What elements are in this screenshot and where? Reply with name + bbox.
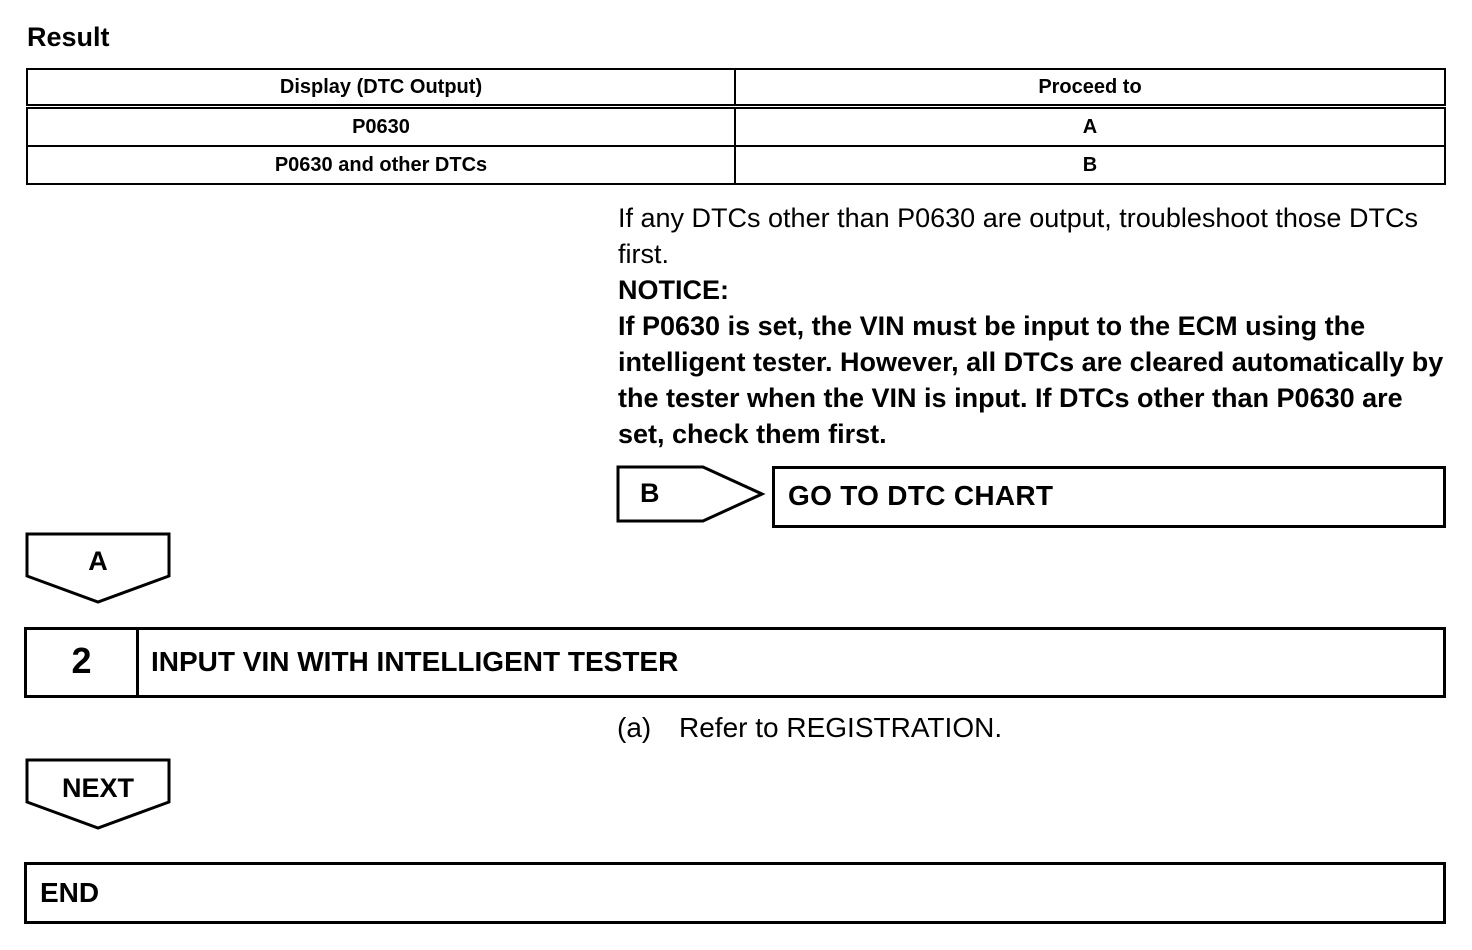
table-cell-proceed: B [735,146,1445,184]
notice-label: NOTICE: [618,275,729,305]
table-cell-display: P0630 [27,107,735,147]
next-label: NEXT [61,773,134,803]
note-block [618,200,1448,452]
step-number: 2 [27,630,139,695]
table-row [27,107,1445,147]
table-cell-proceed: A [735,107,1445,147]
end-text: END [40,877,100,908]
notice-text: If P0630 is set, the VIN must be input to the ECM using the intelligent tester. However, all DTCs are cleared automatically by the tester when the VIN is input. If DTCs other than P0630 are set, check them first. [618,311,1444,449]
column-header-display: Display (DTC Output) [27,69,735,107]
step-2-box [24,627,1446,698]
go-to-dtc-chart-box[interactable] [772,466,1446,528]
step-instruction [617,711,1002,745]
table-cell-display: P0630 and other DTCs [27,146,735,184]
branch-a-label: A [88,546,108,576]
go-to-dtc-chart-text: GO TO DTC CHART [788,480,1054,511]
end-box [24,862,1446,924]
instruction-text: Refer to REGISTRATION. [679,712,1003,743]
instruction-marker: (a) [617,712,652,743]
branch-b-arrow-icon[interactable] [616,465,766,523]
table-row [27,146,1445,184]
column-header-proceed: Proceed to [735,69,1445,107]
table-header-row [27,69,1445,107]
branch-b-label: B [640,478,660,508]
note-intro: If any DTCs other than P0630 are output, troubleshoot those DTCs first. [618,203,1418,269]
result-heading: Result [27,22,110,52]
step-title: INPUT VIN WITH INTELLIGENT TESTER [151,646,679,677]
result-table [26,68,1446,185]
